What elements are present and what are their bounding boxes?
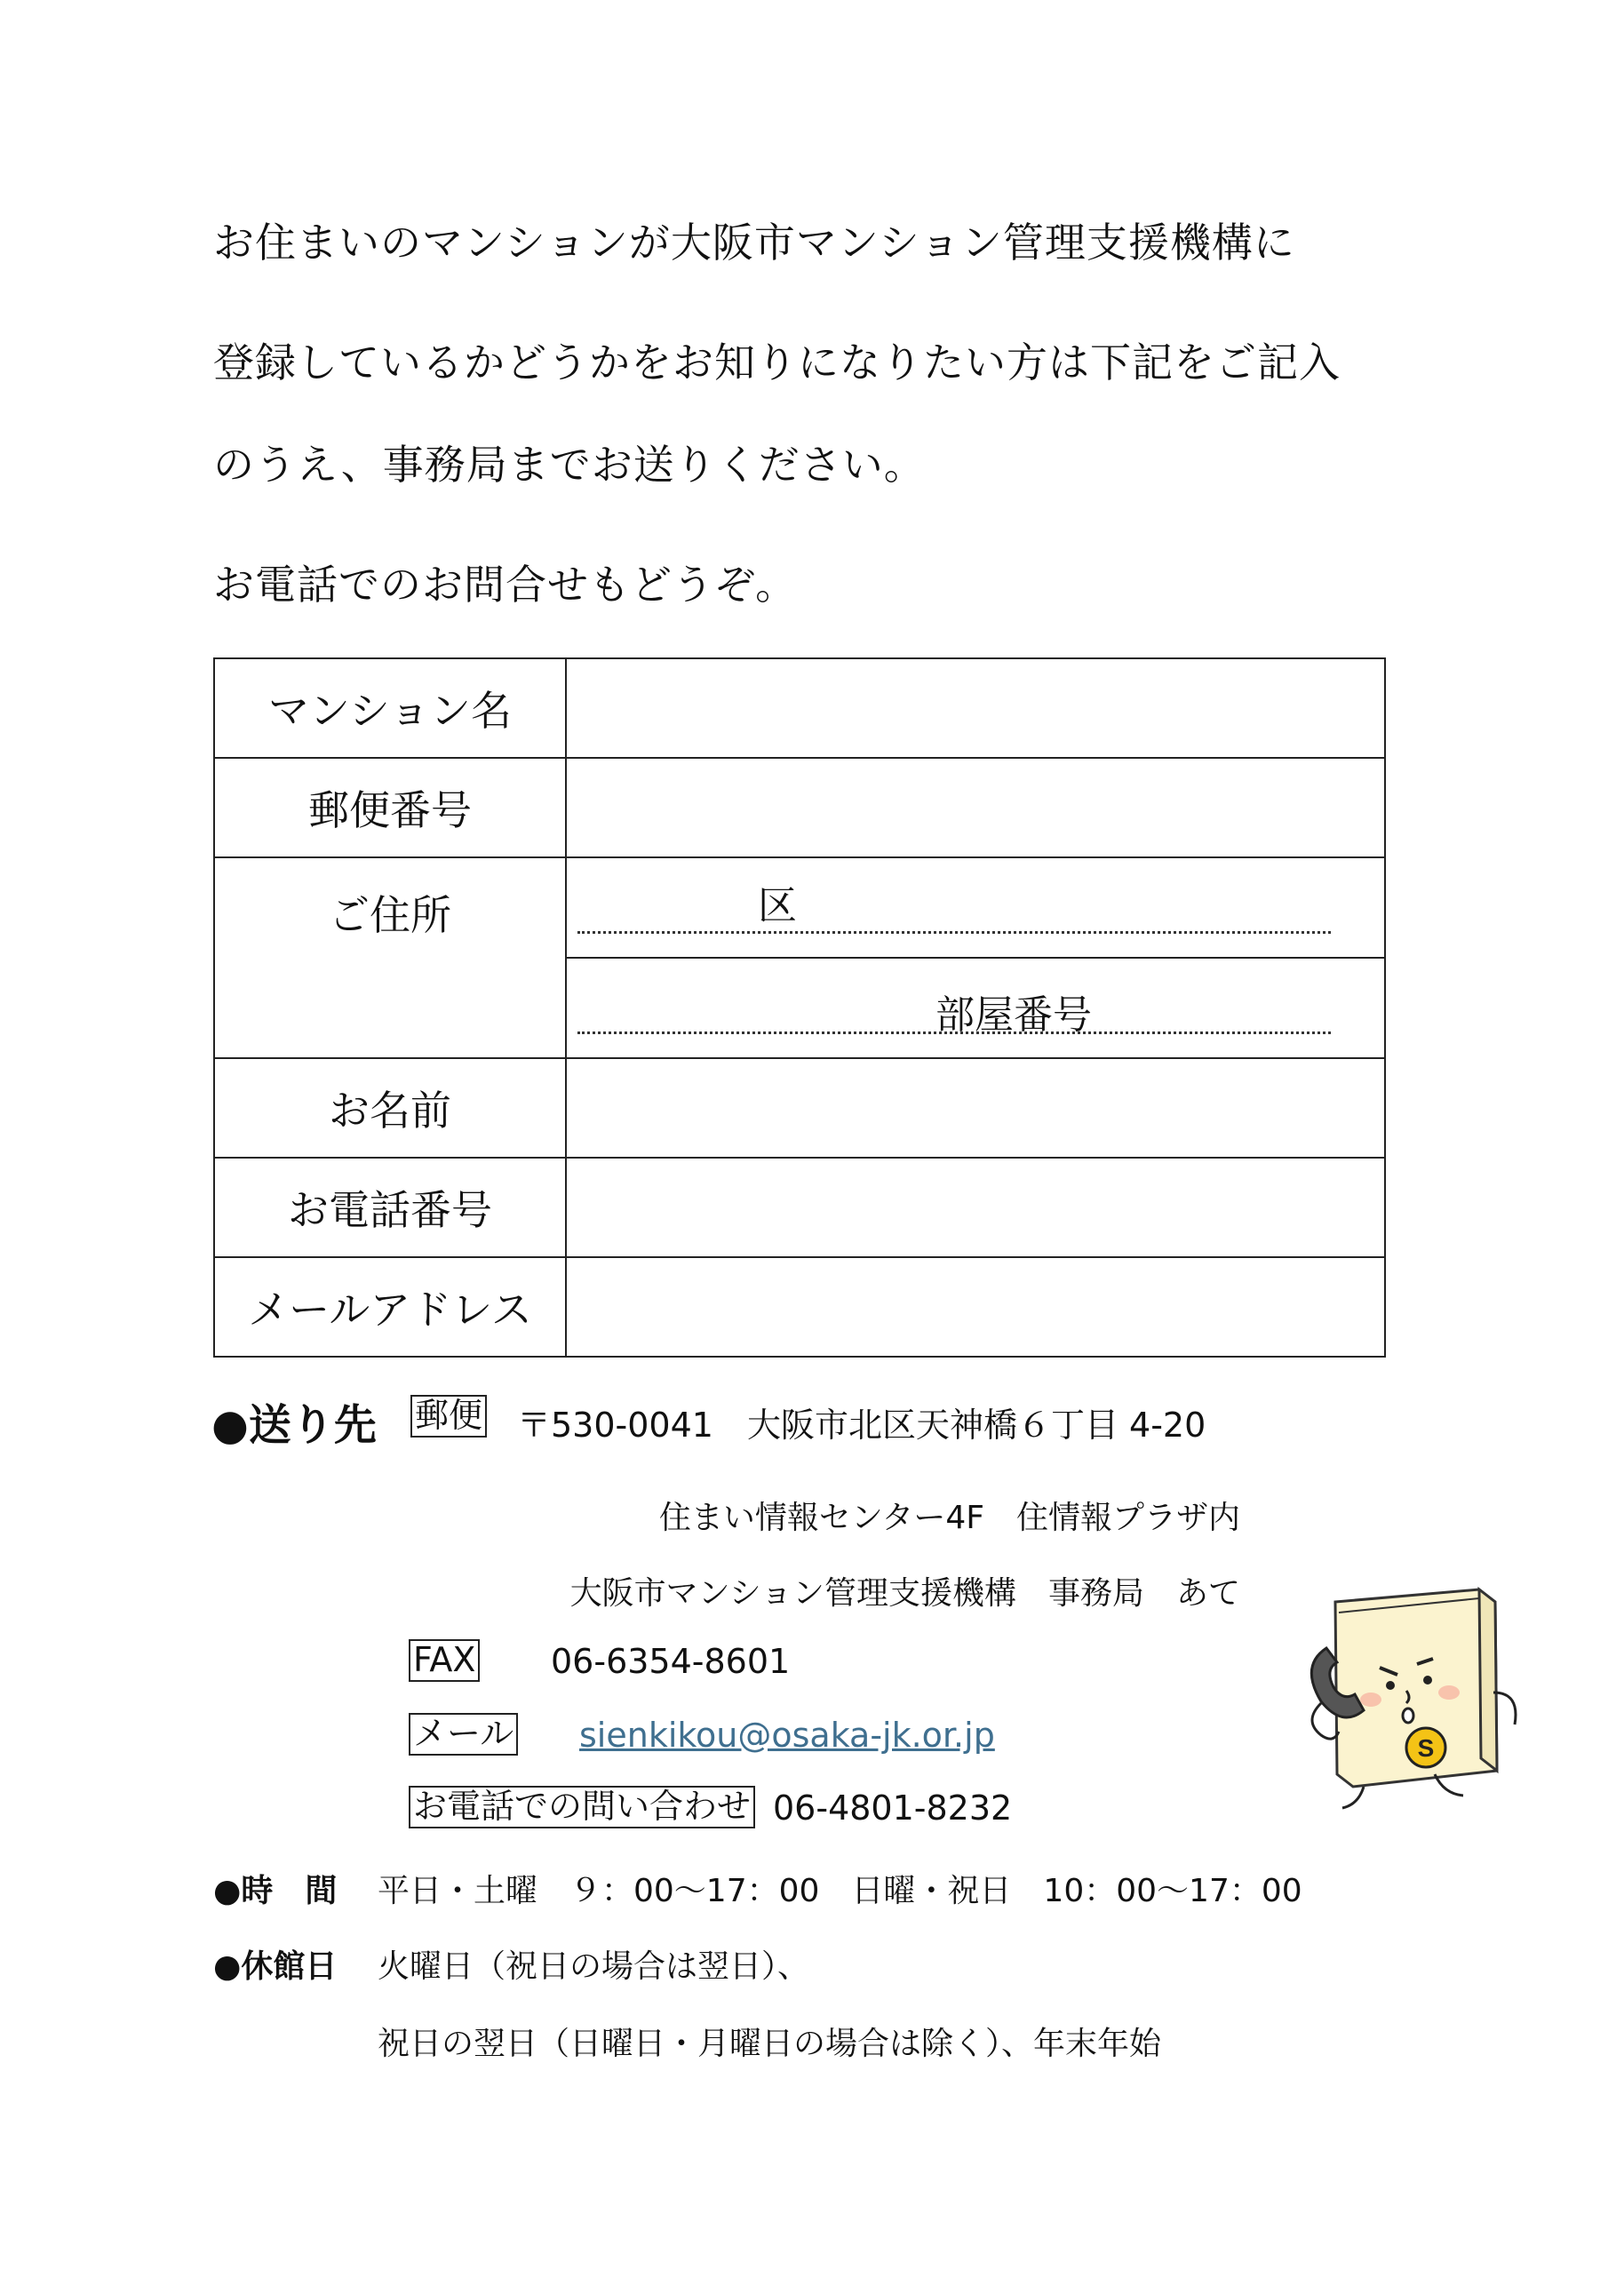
name-label: お名前 <box>214 1058 566 1158</box>
closed-days-line-1: 火曜日（祝日の場合は翌日）、 <box>378 1948 810 1985</box>
room-number-label: 部屋番号 <box>935 992 1092 1038</box>
mansion-name-field[interactable] <box>566 658 1385 758</box>
mansion-name-label: マンション名 <box>214 658 566 758</box>
ward-dotted-line <box>577 931 1331 934</box>
address-room-field[interactable] <box>566 958 1385 1058</box>
postal-address-line: 〒530-0041 大阪市北区天神橋６丁目 4-20 <box>517 1406 1206 1445</box>
intro-line-4: お電話でのお問合せもどうぞ。 <box>213 561 798 609</box>
postal-code-field[interactable] <box>566 758 1385 857</box>
inquiry-form-table <box>213 657 1386 1358</box>
address-ward-field[interactable] <box>566 857 1385 958</box>
intro-line-3: のうえ、事務局までお送りください。 <box>213 441 926 489</box>
destination-title: ●送り先 <box>211 1400 377 1450</box>
book-mascot-phone-icon <box>1275 1586 1528 1835</box>
room-dotted-line <box>577 1031 1331 1034</box>
mascot-emblem-letter: S <box>1417 1734 1435 1762</box>
ward-label: 区 <box>758 883 797 928</box>
address-line-3: 大阪市マンション管理支援機構 事務局 あて <box>569 1575 1240 1612</box>
postal-code-label: 郵便番号 <box>214 758 566 857</box>
closed-days-heading: ●休館日 <box>213 1948 338 1985</box>
intro-line-1: お住まいのマンションが大阪市マンション管理支援機構に <box>213 219 1295 267</box>
fax-label: FAX <box>409 1639 480 1682</box>
phone-field[interactable] <box>566 1158 1385 1257</box>
post-label: 郵便 <box>410 1395 487 1438</box>
email-field[interactable] <box>566 1257 1385 1357</box>
hours-heading: ●時 間 <box>213 1873 338 1909</box>
tel-number: 06-4801-8232 <box>773 1788 1013 1828</box>
address-line-2: 住まい情報センター4F 住情報プラザ内 <box>658 1500 1240 1536</box>
tel-label: お電話での問い合わせ <box>409 1786 755 1828</box>
email-link[interactable]: sienkikou@osaka-jk.or.jp <box>579 1716 995 1755</box>
hours-value: 平日・土曜 ９：00～17：00 日曜・祝日 10：00～17：00 <box>378 1873 1302 1909</box>
intro-line-2: 登録しているかどうかをお知りになりたい方は下記をご記入 <box>213 339 1341 386</box>
fax-number: 06-6354-8601 <box>551 1642 791 1681</box>
name-field[interactable] <box>566 1058 1385 1158</box>
mail-label: メール <box>409 1713 518 1756</box>
address-label: ご住所 <box>214 857 566 1058</box>
closed-days-line-2: 祝日の翌日（日曜日・月曜日の場合は除く）、年末年始 <box>378 2026 1162 2062</box>
phone-label: お電話番号 <box>214 1158 566 1257</box>
email-label: メールアドレス <box>214 1257 566 1357</box>
